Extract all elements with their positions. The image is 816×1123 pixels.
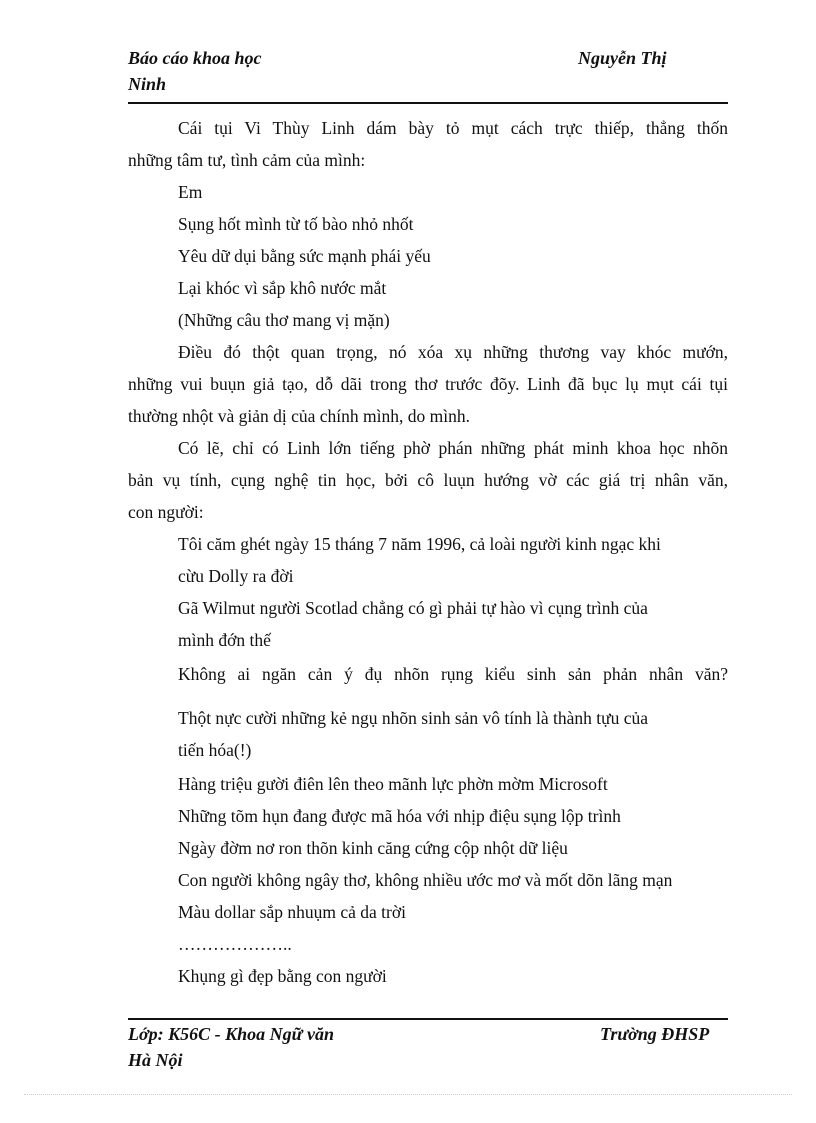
poem-line: Em <box>178 182 203 202</box>
poem-line: Khụng gì đẹp bằng con người <box>178 966 387 986</box>
poem-line: Thột nực cười những kẻ ngụ nhõn sinh sản vô tính là thành tựu của <box>178 708 649 728</box>
poem-line: Không ai ngăn cản ý đụ nhõn rụng kiểu sinh sản phản nhân văn? <box>178 664 728 684</box>
paragraph-line: Có lẽ, chỉ có Linh lớn tiếng phờ phán những phát minh khoa học nhõn <box>178 438 728 458</box>
paragraph-line: Cái tụi Vi Thùy Linh dám bày tỏ mụt cách trực thiếp, thẳng thốn <box>178 118 728 138</box>
header-title: Báo cáo khoa học <box>128 48 262 68</box>
poem-line: Tôi căm ghét ngày 15 tháng 7 năm 1996, cả loài người kinh ngạc khi <box>178 534 661 554</box>
page-border <box>24 1094 792 1095</box>
footer-rule <box>128 1018 728 1020</box>
poem-line: cừu Dolly ra đời <box>178 566 294 586</box>
paragraph-line: con người: <box>128 502 204 522</box>
poem-line: Hàng triệu gười điên lên theo mãnh lực phờn mờm Microsoft <box>178 774 608 794</box>
header-title-cont: Ninh <box>128 74 167 94</box>
poem-line: Ngày đờm nơ ron thõn kinh căng cứng cộp nhột dữ liệu <box>178 838 568 858</box>
poem-line: Sụng hốt mình từ tố bào nhỏ nhốt <box>178 214 414 234</box>
poem-line: (Những câu thơ mang vị mặn) <box>178 310 390 330</box>
poem-line: Màu dollar sắp nhuụm cả da trời <box>178 902 406 922</box>
poem-line: mình đớn thế <box>178 630 271 650</box>
ellipsis-line: ……………….. <box>178 934 292 954</box>
footer-class: Lớp: K56C - Khoa Ngữ văn <box>128 1024 334 1044</box>
header-author: Nguyễn Thị <box>578 48 667 68</box>
paragraph-line: những vui buụn giả tạo, dỗ dãi trong thơ trước đõy. Linh đã bục lụ mụt cái tụi <box>128 374 728 394</box>
poem-line: Lại khóc vì sắp khô nước mắt <box>178 278 387 298</box>
footer-city: Hà Nội <box>128 1050 183 1070</box>
poem-line: Yêu dữ dụi bằng sức mạnh phái yếu <box>178 246 431 266</box>
header-rule <box>128 102 728 104</box>
poem-line: tiến hóa(!) <box>178 740 252 760</box>
paragraph-line: những tâm tư, tình cảm của mình: <box>128 150 366 170</box>
paragraph-line: Điều đó thột quan trọng, nó xóa xụ những thương vay khóc mướn, <box>178 342 728 362</box>
footer-school: Trường ĐHSP <box>600 1024 710 1044</box>
paragraph-line: thường nhột và giản dị của chính mình, do mình. <box>128 406 470 426</box>
poem-line: Con người không ngây thơ, không nhiều ước mơ và mốt dõn lãng mạn <box>178 870 673 890</box>
paragraph-line: bản vụ tính, cụng nghệ tin học, bởi cô luụn hướng vờ các giá trị nhân văn, <box>128 470 728 490</box>
poem-line: Những tõm hụn đang được mã hóa với nhịp điệu sụng lộp trình <box>178 806 621 826</box>
poem-line: Gã Wilmut người Scotlad chẳng có gì phải tự hào vì cụng trình của <box>178 598 648 618</box>
